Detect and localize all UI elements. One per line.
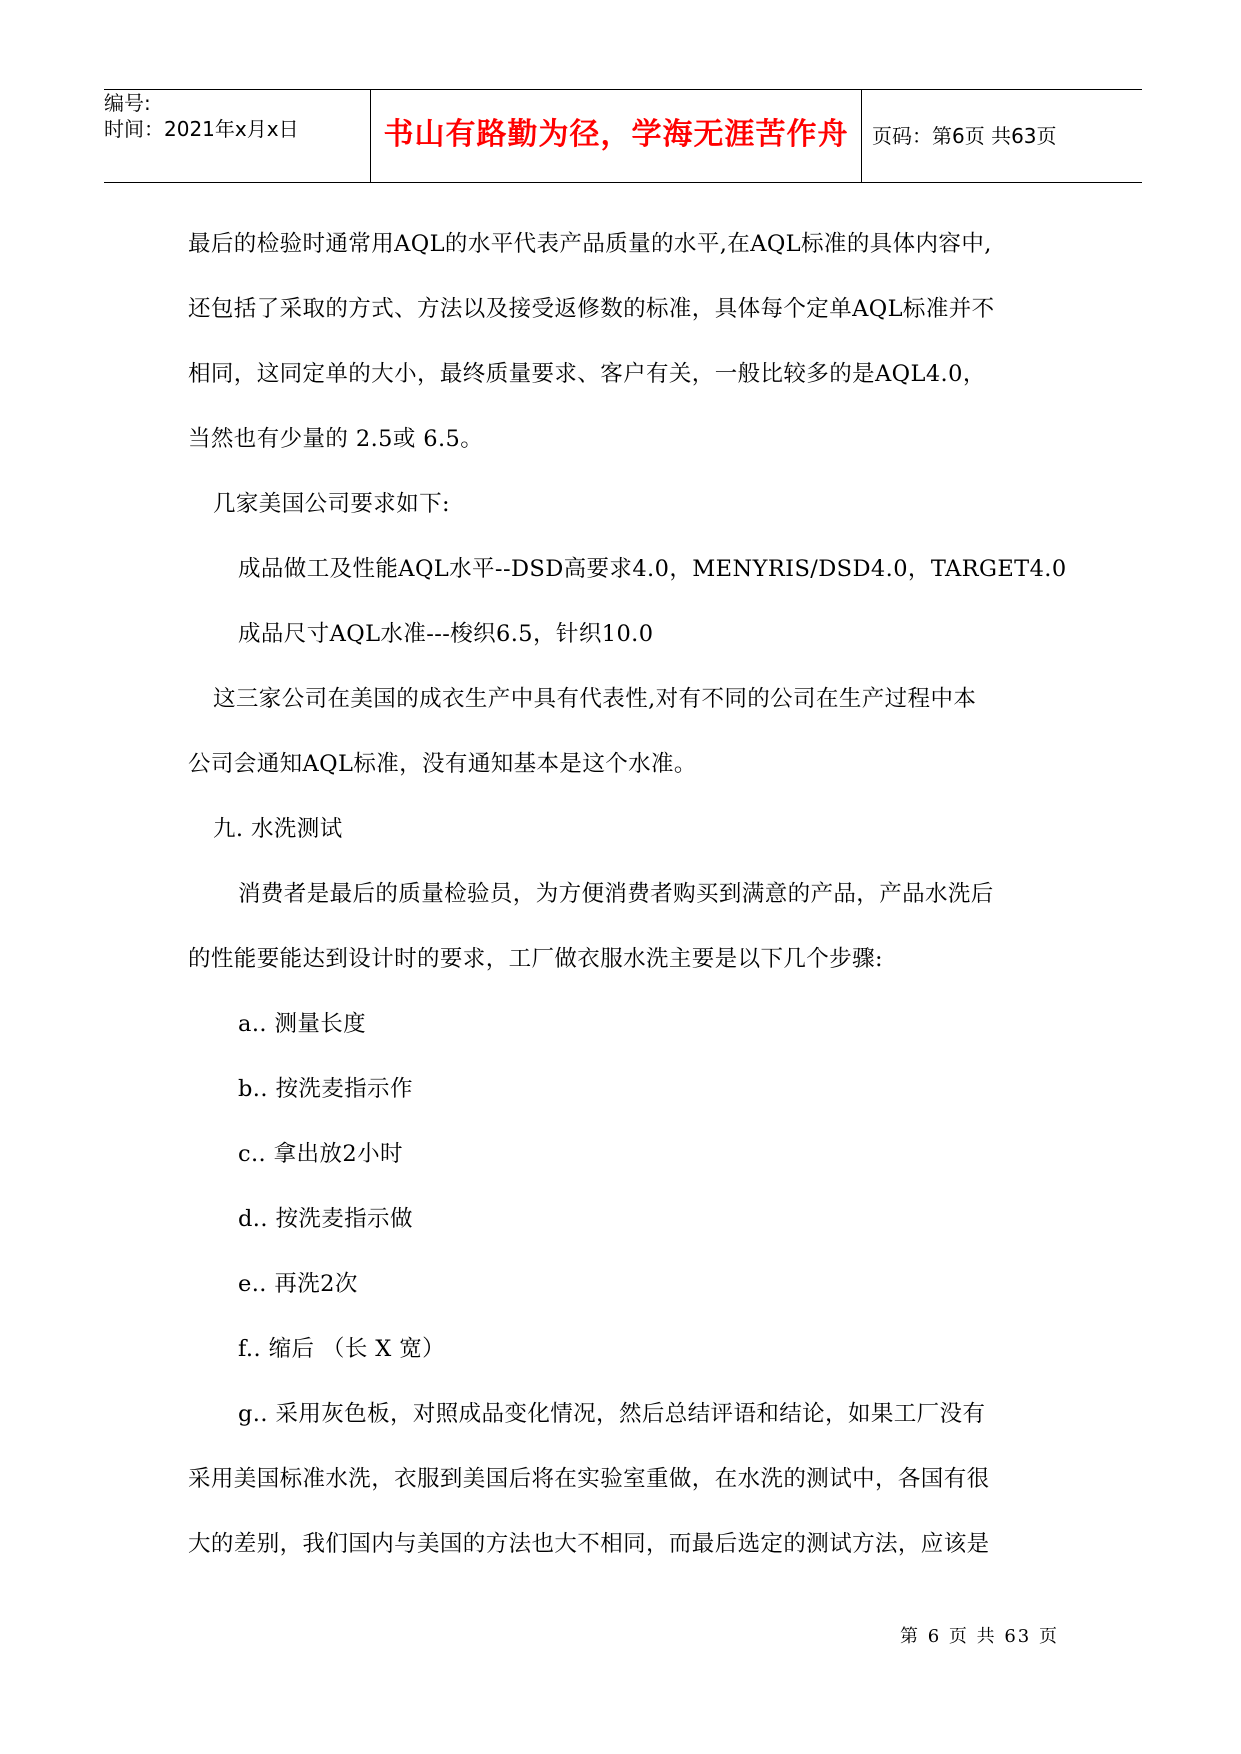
page-footer: 第 6 页 共 63 页 xyxy=(900,1626,1059,1647)
header-right-cell xyxy=(862,90,1142,182)
paragraph-line: 还包括了采取的方式、方法以及接受返修数的标准，具体每个定单AQL标准并不 xyxy=(188,296,995,322)
paragraph-line: 大的差别，我们国内与美国的方法也大不相同，而最后选定的测试方法，应该是 xyxy=(188,1531,990,1557)
paragraph-line: 这三家公司在美国的成衣生产中具有代表性,对有不同的公司在生产过程中本 xyxy=(213,686,977,712)
page-number-label: 页码：第6页 共63页 xyxy=(872,124,1057,148)
list-item: g.. 采用灰色板，对照成品变化情况，然后总结评语和结论，如果工厂没有 xyxy=(238,1401,986,1427)
motto-text: 书山有路勤为径，学海无涯苦作舟 xyxy=(383,117,849,152)
list-item: f.. 缩后 （长 X 宽） xyxy=(238,1336,446,1362)
paragraph-line: 采用美国标准水洗，衣服到美国后将在实验室重做，在水洗的测试中，各国有很 xyxy=(188,1466,990,1492)
header-motto-cell xyxy=(370,90,862,182)
list-item: b.. 按洗麦指示作 xyxy=(238,1076,413,1102)
list-item: c.. 拿出放2小时 xyxy=(238,1141,403,1167)
list-item: a.. 测量长度 xyxy=(238,1011,367,1037)
section-heading: 九. 水洗测试 xyxy=(213,816,343,842)
time-label: 时间：2021年x月x日 xyxy=(104,117,299,141)
paragraph-line: 公司会通知AQL标准，没有通知基本是这个水准。 xyxy=(188,751,697,777)
document-header xyxy=(104,89,1142,183)
list-item: e.. 再洗2次 xyxy=(238,1271,358,1297)
paragraph-line: 成品做工及性能AQL水平--DSD高要求4.0，MENYRIS/DSD4.0，TARGET4.0 xyxy=(238,556,1067,582)
paragraph-line: 当然也有少量的 2.5或 6.5。 xyxy=(188,426,484,452)
paragraph-line: 最后的检验时通常用AQL的水平代表产品质量的水平,在AQL标准的具体内容中, xyxy=(188,231,992,257)
serial-number-label: 编号: xyxy=(104,91,151,115)
paragraph-line: 的性能要能达到设计时的要求，工厂做衣服水洗主要是以下几个步骤: xyxy=(188,946,883,972)
paragraph-line: 成品尺寸AQL水准---梭织6.5，针织10.0 xyxy=(238,621,654,647)
header-left-cell xyxy=(104,90,370,182)
paragraph-line: 几家美国公司要求如下: xyxy=(213,491,450,517)
paragraph-line: 消费者是最后的质量检验员，为方便消费者购买到满意的产品，产品水洗后 xyxy=(238,881,994,907)
paragraph-line: 相同，这同定单的大小，最终质量要求、客户有关，一般比较多的是AQL4.0， xyxy=(188,361,986,387)
list-item: d.. 按洗麦指示做 xyxy=(238,1206,413,1232)
